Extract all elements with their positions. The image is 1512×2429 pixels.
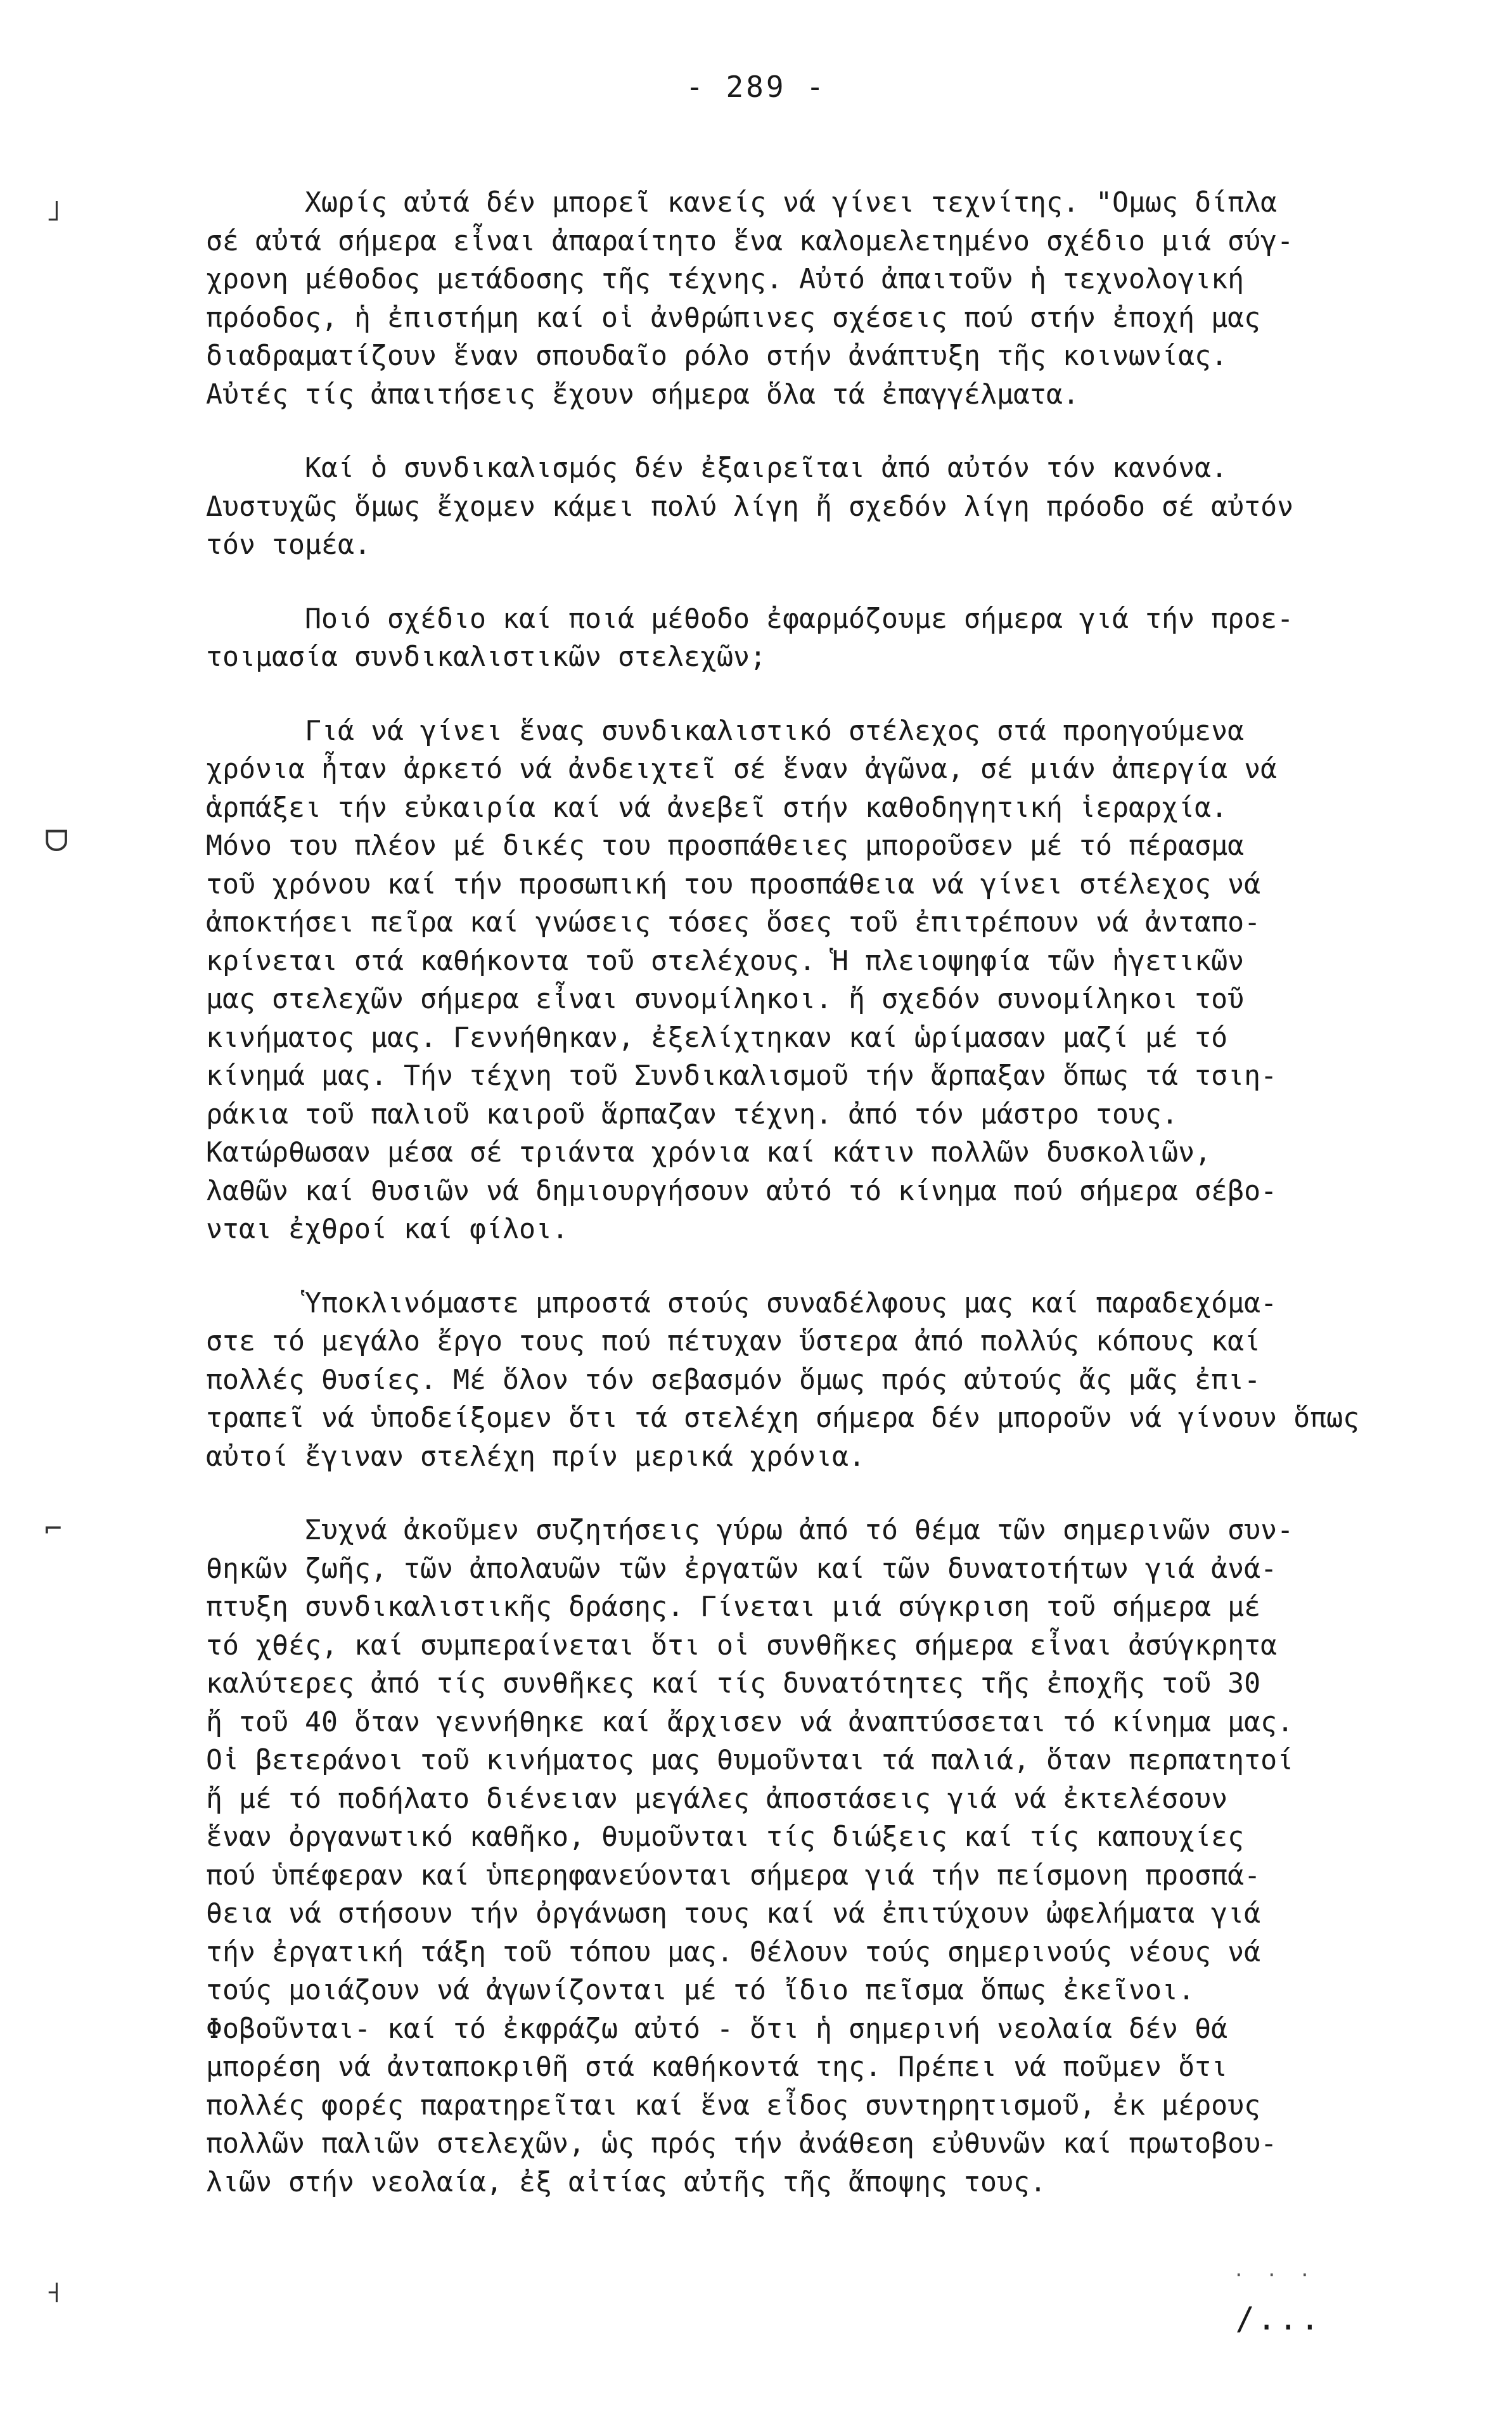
text-line: τούς μοιάζουν νά ἀγωνίζονται μέ τό ἴδιο πεῖσμα ὅπως ἐκεῖνοι. [206,1975,1195,2006]
paragraph [206,1285,1448,1477]
text-line: πτυξη συνδικαλιστικῆς δράσης. Γίνεται μιά σύγκριση τοῦ σήμερα μέ [206,1591,1261,1623]
text-line: λιῶν στήν νεολαία, ἐξ αἰτίας αὐτῆς τῆς ἄποψης τους. [206,2166,1047,2198]
text-line: Δυστυχῶς ὅμως ἔχομεν κάμει πολύ λίγη ἤ σχεδόν λίγη πρόοδο σέ αὐτόν [206,490,1294,523]
text-line: κρίνεται στά καθήκοντα τοῦ στελέχους. Ἡ πλειοψηφία τῶν ἡγετικῶν [206,945,1245,977]
paragraph [206,1511,1448,2201]
text-line: πολλές θυσίες. Μέ ὅλον τόν σεβασμόν ὅμως πρός αὐτούς ἄς μᾶς ἐπι- [206,1364,1261,1396]
text-line: αὐτοί ἔγιναν στελέχη πρίν μερικά χρόνια. [206,1440,866,1473]
text-line: Ὑποκλινόμαστε μπροστά στούς συναδέλφους μας καί παραδεχόμα- [206,1287,1278,1319]
text-line: χρονη μέθοδος μετάδοσης τῆς τέχνης. Αὐτό ἀπαιτοῦν ἡ τεχνολογική [206,264,1245,295]
text-line: τοῦ χρόνου καί τήν προσωπική του προσπάθεια νά γίνει στέλεχος νά [206,868,1261,900]
text-line: κινήματος μας. Γεννήθηκαν, ἐξελίχτηκαν καί ὡρίμασαν μαζί μέ τό [206,1022,1228,1054]
margin-mark: ˩ [44,193,62,228]
continuation-mark: /... [1235,2300,1322,2337]
text-line: μπορέση νά ἀνταποκριθῆ στά καθήκοντά της. Πρέπει νά ποῦμεν ὅτι [206,2051,1228,2083]
paragraph [206,712,1448,1249]
text-line: Καί ὁ συνδικαλισμός δέν ἐξαιρεῖται ἀπό αὐτόν τόν κανόνα. [206,452,1228,484]
text-line: σέ αὐτά σήμερα εἶναι ἀπαραίτητο ἕνα καλομελετημένο σχέδιο μιά σύγ- [206,225,1294,257]
text-line: ἤ μέ τό ποδήλατο διένειαν μεγάλες ἀποστάσεις γιά νά ἐκτελέσουν [206,1783,1228,1815]
text-line: λαθῶν καί θυσιῶν νά δημιουργήσουν αὐτό τό κίνημα πού σήμερα σέβο- [206,1175,1278,1207]
body-text [206,184,1448,2237]
page-number: - 289 - [686,70,826,104]
text-line: Ποιό σχέδιο καί ποιά μέθοδο ἐφαρμόζουμε σήμερα γιά τήν προε- [206,603,1294,635]
text-line: Γιά νά γίνει ἕνας συνδικαλιστικό στέλεχος στά προηγούμενα [206,715,1245,747]
text-line: τόν τομέα. [206,529,371,561]
text-line: τοιμασία συνδικαλιστικῶν στελεχῶν; [206,641,767,673]
text-line: Μόνο του πλέον μέ δικές του προσπάθειες μποροῦσεν μέ τό πέρασμα [206,830,1245,862]
text-line: νται ἐχθροί καί φίλοι. [206,1214,569,1245]
text-line: πρόοδος, ἡ ἐπιστήμη καί οἱ ἀνθρώπινες σχέσεις πού στήν ἐποχή μας [206,302,1261,334]
margin-mark: ᗜ [44,824,69,858]
text-line: Κατώρθωσαν μέσα σέ τριάντα χρόνια καί κάτιν πολλῶν δυσκολιῶν, [206,1137,1212,1169]
text-line: Αὐτές τίς ἀπαιτήσεις ἔχουν σήμερα ὅλα τά ἐπαγγέλματα. [206,378,1080,411]
text-line: ράκια τοῦ παλιοῦ καιροῦ ἅρπαζαν τέχνη. ἀπό τόν μάστρο τους. [206,1098,1179,1131]
margin-mark: ˧ [44,2275,62,2309]
paragraph [206,600,1448,677]
text-line: κίνημά μας. Τήν τέχνη τοῦ Συνδικαλισμοῦ τήν ἅρπαξαν ὅπως τά τσιη- [206,1060,1278,1092]
text-line: θεια νά στήσουν τήν ὀργάνωση τους καί νά ἐπιτύχουν ὠφελήματα γιά [206,1898,1261,1930]
text-line: Χωρίς αὐτά δέν μπορεῖ κανείς νά γίνει τεχνίτης. "Ομως δίπλα [206,187,1278,219]
text-line: τραπεῖ νά ὑποδείξομεν ὅτι τά στελέχη σήμερα δέν μποροῦν νά γίνουν ὅπως [206,1402,1360,1434]
text-line: πού ὑπέφεραν καί ὑπερηφανεύονται σήμερα γιά τήν πείσμονη προσπά- [206,1859,1261,1892]
margin-mark: ⌐ [44,1511,62,1546]
paragraph [206,449,1448,565]
text-line: πολλές φορές παρατηρεῖται καί ἕνα εἶδος συντηρητισμοῦ, ἐκ μέρους [206,2089,1261,2122]
text-line: ἕναν ὀργανωτικό καθῆκο, θυμοῦνται τίς διώξεις καί τίς καπουχίες [206,1821,1245,1853]
text-line: τό χθές, καί συμπεραίνεται ὅτι οἱ συνθῆκες σήμερα εἶναι ἀσύγκρητα [206,1629,1278,1662]
text-line: πολλῶν παλιῶν στελεχῶν, ὡς πρός τήν ἀνάθεση εὐθυνῶν καί πρωτοβου- [206,2128,1278,2160]
text-line: χρόνια ἦταν ἀρκετό νά ἀνδειχτεῖ σέ ἕναν ἀγῶνα, σέ μιάν ἀπεργία νά [206,753,1278,785]
text-line: ἀποκτήσει πεῖρα καί γνώσεις τόσες ὅσες τοῦ ἐπιτρέπουν νά ἀνταπο- [206,907,1261,939]
text-line: διαδραματίζουν ἕναν σπουδαῖο ρόλο στήν ἀνάπτυξη τῆς κοινωνίας. [206,340,1228,372]
text-line: Συχνά ἀκοῦμεν συζητήσεις γύρω ἀπό τό θέμα τῶν σημερινῶν συν- [206,1515,1294,1546]
text-line: Οἱ βετεράνοι τοῦ κινήματος μας θυμοῦνται τά παλιά, ὅταν περπατητοί [206,1745,1294,1776]
text-line: τήν ἐργατική τάξη τοῦ τόπου μας. Θέλουν τούς σημερινούς νέους νά [206,1936,1261,1968]
text-line: στε τό μεγάλο ἔργο τους πού πέτυχαν ὕστερα ἀπό πολλύς κόπους καί [206,1326,1261,1357]
text-line: μας στελεχῶν σήμερα εἶναι συνομίληκοι. ἤ σχεδόν συνομίληκοι τοῦ [206,984,1245,1015]
text-line: Φοβοῦνται- καί τό ἐκφράζω αὐτό - ὅτι ἡ σημερινή νεολαία δέν θά [206,2013,1228,2045]
paragraph [206,184,1448,414]
text-line: καλύτερες ἀπό τίς συνθῆκες καί τίς δυνατότητες τῆς ἐποχῆς τοῦ 30 [206,1668,1261,1700]
text-line: ἁρπάξει τήν εὐκαιρία καί νά ἀνεβεῖ στήν καθοδηγητική ἱεραρχία. [206,792,1228,824]
ellipsis-marks: . . . [1233,2259,1316,2281]
text-line: θηκῶν ζωῆς, τῶν ἀπολαυῶν τῶν ἐργατῶν καί τῶν δυνατοτήτων γιά ἀνά- [206,1553,1278,1585]
text-line: ἤ τοῦ 40 ὅταν γεννήθηκε καί ἄρχισεν νά ἀναπτύσσεται τό κίνημα μας. [206,1706,1294,1738]
